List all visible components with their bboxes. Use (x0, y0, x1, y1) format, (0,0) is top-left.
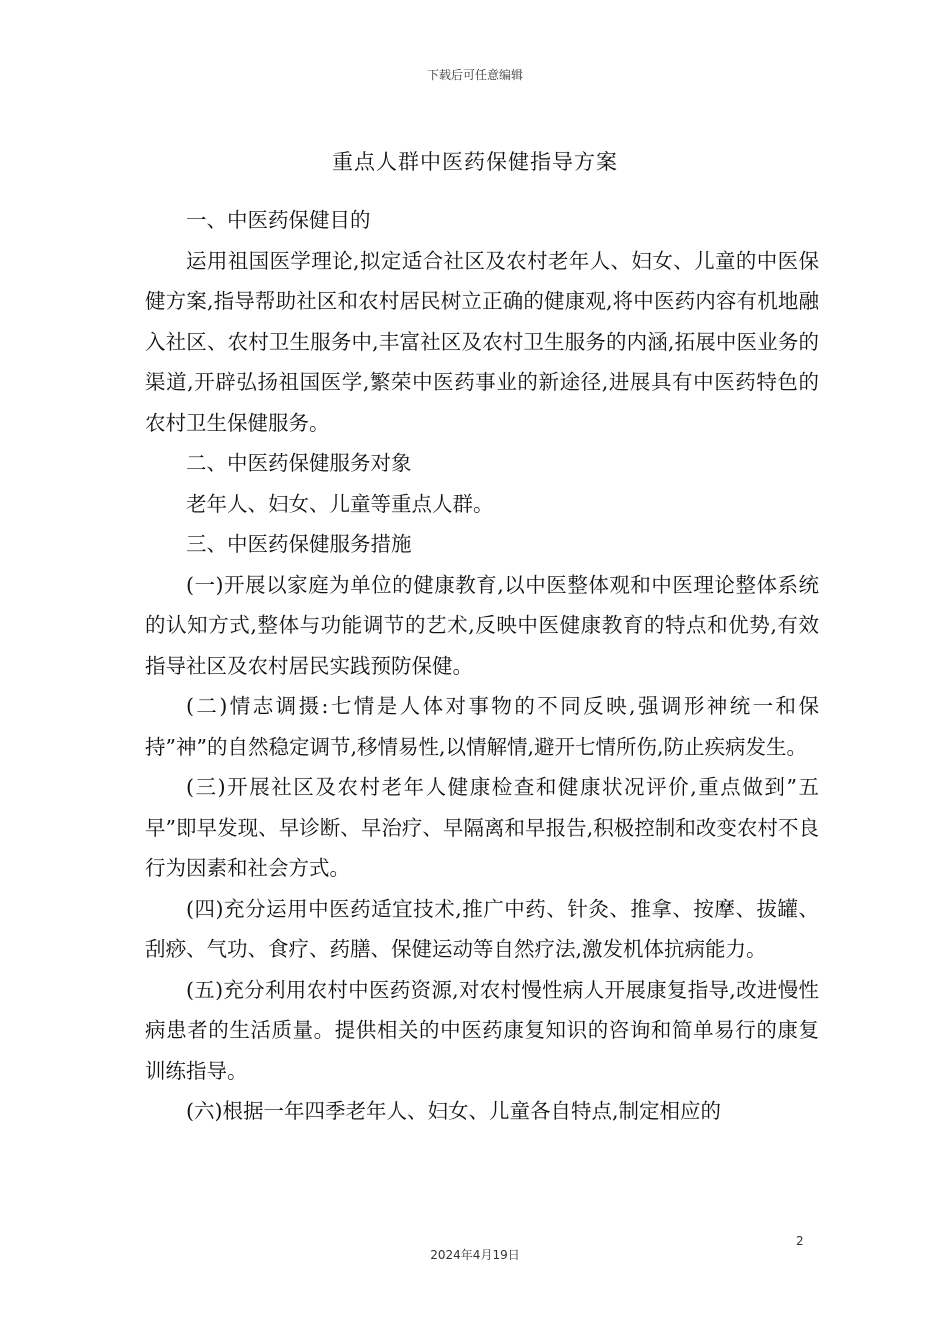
paragraph-measure-4: (四)充分运用中医药适宜技术,推广中药、针灸、推拿、按摩、拔罐、刮痧、气功、食疗、药膳、保健运动等自然疗法,激发机体抗病能力。 (145, 896, 819, 961)
section-heading-measures: 三、中医药保健服务措施 (186, 532, 412, 556)
section-heading-purpose: 一、中医药保健目的 (186, 208, 371, 232)
page-number: 2 (796, 1234, 804, 1248)
paragraph-measure-6: (六)根据一年四季老年人、妇女、儿童各自特点,制定相应的 (186, 1099, 722, 1123)
paragraph-purpose: 运用祖国医学理论,拟定适合社区及农村老年人、妇女、儿童的中医保健方案,指导帮助社区和农村居民树立正确的健康观,将中医药内容有机地融入社区、农村卫生服务中,丰富社区及农村卫生服务的内涵,拓展中医业务的渠道,开辟弘扬祖国医学,繁荣中医药事业的新途径,进展具有中医药特色的农村卫生保健服务。 (145, 248, 819, 435)
paragraph-measure-2: (二)情志调摄:七情是人体对事物的不同反映,强调形神统一和保持”神”的自然稳定调节,移情易性,以情解情,避开七情所伤,防止疾病发生。 (145, 694, 819, 759)
paragraph-targets: 老年人、妇女、儿童等重点人群。 (186, 491, 494, 516)
section-heading-targets: 二、中医药保健服务对象 (186, 451, 412, 475)
header-note: 下载后可任意编辑 (426, 68, 523, 82)
paragraph-measure-3: (三)开展社区及农村老年人健康检查和健康状况评价,重点做到”五早”即早发现、早诊断、早治疗、早隔离和早报告,积极控制和改变农村不良行为因素和社会方式。 (145, 775, 819, 880)
paragraph-measure-1: (一)开展以家庭为单位的健康教育,以中医整体观和中医理论整体系统的认知方式,整体与功能调节的艺术,反映中医健康教育的特点和优势,有效指导社区及农村居民实践预防保健。 (145, 572, 819, 678)
paragraph-measure-5: (五)充分利用农村中医药资源,对农村慢性病人开展康复指导,改进慢性病患者的生活质量。提供相关的中医药康复知识的咨询和简单易行的康复训练指导。 (145, 977, 819, 1083)
footer-date: 2024年4月19日 (430, 1248, 520, 1262)
document-body (145, 200, 819, 1132)
document-title: 重点人群中医药保健指导方案 (332, 150, 618, 174)
